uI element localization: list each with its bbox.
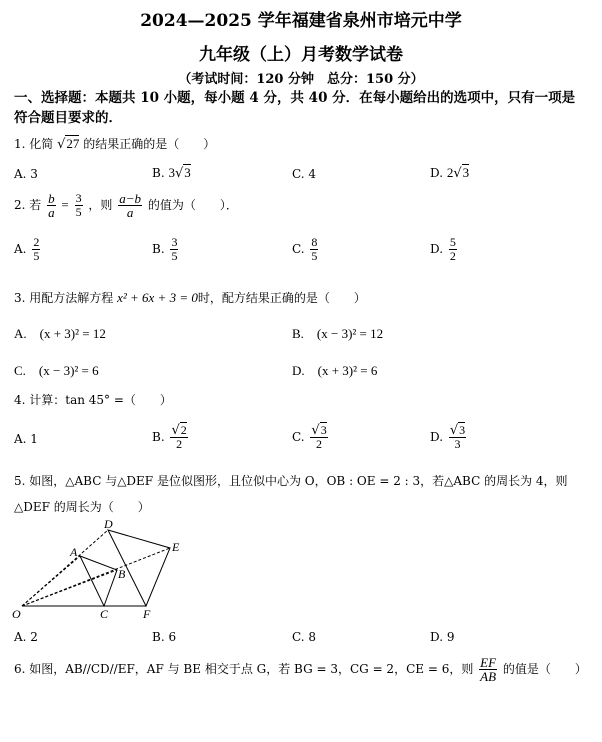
question-3: 3. 用配方法解方程 x² + 6x + 3 = 0时，配方结果正确的是（ ）: [14, 290, 366, 305]
label-o: O: [12, 607, 21, 621]
q5-option-d: D. 9: [430, 630, 455, 644]
q2-option-c: C. $\frac{8}{5}$: [292, 235, 318, 263]
section-heading: [14, 88, 575, 128]
q1-option-c: C. 4: [292, 167, 317, 181]
q1-option-b: B. 3√3: [152, 165, 191, 181]
q5-figure: [10, 518, 195, 623]
q3-option-d: D. (x + 3)² = 6: [292, 363, 378, 378]
label-a: A: [70, 545, 78, 559]
q2-option-d: D. $\frac{5}{2}$: [430, 235, 456, 263]
q4-option-a: A. 1: [14, 432, 38, 446]
question-6: 6. 如图，AB//CD//EF，AF 与 BE 相交于点 G，若 BG = 3，CG = 2，CE = 6，则 $\frac{EF}{AB}$ 的值是（ ）: [14, 655, 587, 684]
q4-option-b: B. $\frac{√2}{2}$: [152, 423, 187, 451]
page-title: 2024—2025 学年福建省泉州市培元中学: [140, 11, 462, 31]
sqrt-icon: √: [57, 137, 66, 152]
q3-option-b: B. (x − 3)² = 12: [292, 326, 384, 341]
q1-option-d: D. 2√3: [430, 165, 470, 181]
section-line-2: 符合题目要求的．: [14, 110, 122, 126]
q1-option-a: A. 3: [14, 167, 38, 181]
label-e: E: [172, 540, 180, 554]
q2-option-a: A. $\frac{2}{5}$: [14, 235, 40, 263]
label-c: C: [100, 607, 109, 621]
label-b: B: [118, 567, 126, 581]
exam-info: （考试时间：120 分钟 总分：150 分）: [178, 72, 424, 87]
q5-option-a: A. 2: [14, 630, 38, 644]
q3-option-a: A. (x + 3)² = 12: [14, 326, 106, 341]
q4-option-c: C. $\frac{√3}{2}$: [292, 423, 327, 451]
label-f: F: [143, 607, 151, 621]
section-line-1: 一、选择题：本题共 10 小题，每小题 4 分，共 40 分．在每小题给出的选项中，只有一项是: [14, 90, 576, 106]
q4-option-d: D. $\frac{√3}{3}$: [430, 423, 466, 451]
q3-option-c: C. (x − 3)² = 6: [14, 363, 99, 378]
question-4: 4. 计算：tan 45° =（ ）: [14, 393, 172, 407]
label-d: D: [104, 518, 113, 531]
q5-option-b: B. 6: [152, 630, 177, 644]
q2-option-b: B. $\frac{3}{5}$: [152, 235, 178, 263]
question-5-line-2: △DEF 的周长为（ ）: [14, 500, 150, 514]
q5-option-c: C. 8: [292, 630, 317, 644]
exam-name: 九年级（上）月考数学试卷: [199, 45, 403, 65]
question-1: 1. 化简 √27 的结果正确的是（ ）: [14, 136, 216, 152]
question-2: 2. 若 $\frac{b}{a}$ = $\frac{3}{5}$ ，则 $\frac{a-b}{a}$ 的值为（ ）．: [14, 191, 238, 220]
question-5-line-1: 5. 如图，△ABC 与△DEF 是位似图形，且位似中心为 O，OB : OE = 2 : 3，若△ABC 的周长为 4，则: [14, 474, 568, 488]
